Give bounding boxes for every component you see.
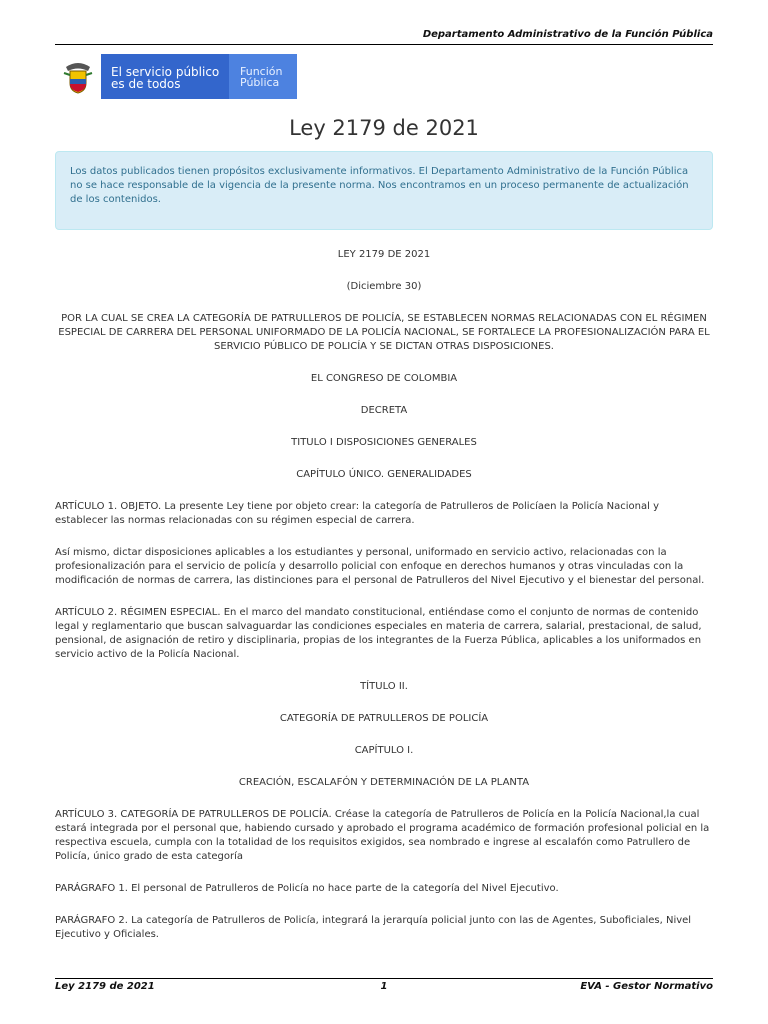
page-header bbox=[55, 28, 713, 45]
paragraph-clause: PARÁGRAFO 2. La categoría de Patrulleros de Policía, integrará la jerarquía policial junto con las de Agentes, Suboficiales, Nivel Ejecutivo y Oficiales. bbox=[55, 915, 692, 940]
logo-line-2: es de todos bbox=[111, 77, 181, 91]
law-summary: POR LA CUAL SE CREA LA CATEGORÍA DE PATRULLEROS DE POLICÍA, SE ESTABLECEN NORMAS RELACIONADAS CON EL RÉGIMEN ESPECIAL DE CARRERA DEL PERSONAL UNIFORMADO DE LA POLICÍA NACIONAL, SE FORTALECE LA PROFESIONALIZACIÓN PARA EL SERVICIO PÚBLICO DE POLICÍA Y SE DICTAN OTRAS DISPOSICIONES. bbox=[58, 313, 710, 352]
institution-logo bbox=[55, 54, 297, 99]
document-body bbox=[55, 248, 713, 960]
logo-slogan bbox=[101, 54, 229, 99]
title-heading: TÍTULO II. bbox=[360, 681, 408, 692]
law-heading: LEY 2179 DE 2021 bbox=[337, 249, 431, 260]
footer-system-name: EVA - Gestor Normativo bbox=[580, 981, 713, 992]
page-footer bbox=[55, 978, 713, 992]
logo-brand bbox=[229, 54, 297, 99]
decree-heading: DECRETA bbox=[360, 405, 408, 416]
logo-line-1: El servicio público bbox=[111, 65, 220, 79]
logo-brand-line-1: Función bbox=[240, 65, 283, 78]
chapter-heading: CAPÍTULO I. bbox=[354, 745, 414, 756]
header-organization: Departamento Administrativo de la Función Pública bbox=[422, 29, 713, 40]
disclaimer-text: Los datos publicados tienen propósitos exclusivamente informativos. El Departamento Administrativo de la Función Pública no se hace responsable de la vigencia de la presente norma. Nos encontramos en un proceso permanente de actualización de los contenidos. bbox=[70, 166, 689, 205]
issuer: EL CONGRESO DE COLOMBIA bbox=[310, 373, 458, 384]
article-paragraph: ARTÍCULO 2. RÉGIMEN ESPECIAL. En el marco del mandato constitucional, entiéndase como el conjunto de normas de contenido legal y reglamentario que buscan salvaguardar las condiciones especiales en materia de carrera, salarial, prestacional, de salud, pensional, de asignación de retiro y disciplinaria, propias de los integrantes de la Fuerza Pública, aplicables a los uniformados en servicio activo de la Policía Nacional. bbox=[55, 607, 702, 660]
section-heading: CATEGORÍA DE PATRULLEROS DE POLICÍA bbox=[279, 713, 489, 724]
article-paragraph: ARTÍCULO 1. OBJETO. La presente Ley tiene por objeto crear: la categoría de Patrulleros de Policíaen la Policía Nacional y establecer las normas relacionadas con su régimen especial de carrera. bbox=[55, 501, 660, 526]
logo-brand-line-2: Pública bbox=[240, 76, 280, 89]
footer-page-number: 1 bbox=[380, 981, 388, 992]
disclaimer-alert bbox=[55, 151, 713, 230]
title-heading: TITULO I DISPOSICIONES GENERALES bbox=[291, 437, 477, 448]
law-date: (Diciembre 30) bbox=[346, 281, 422, 292]
chapter-heading: CAPÍTULO ÚNICO. GENERALIDADES bbox=[296, 469, 472, 480]
article-paragraph: Así mismo, dictar disposiciones aplicables a los estudiantes y personal, uniformado en servicio activo, relacionadas con la profesionalización para el servicio de policía y desarrollo policial con enfoque en derechos humanos y otras vinculadas con la modificación de normas de carrera, las distinciones para el personal de Patrulleros del Nivel Ejecutivo y el bienestar del personal. bbox=[55, 547, 705, 586]
coat-of-arms-icon bbox=[55, 54, 101, 99]
section-heading: CREACIÓN, ESCALAFÓN Y DETERMINACIÓN DE LA PLANTA bbox=[238, 777, 530, 788]
paragraph-clause: PARÁGRAFO 1. El personal de Patrulleros de Policía no hace parte de la categoría del Nivel Ejecutivo. bbox=[55, 883, 559, 894]
footer-law-name: Ley 2179 de 2021 bbox=[55, 981, 155, 992]
article-paragraph: ARTÍCULO 3. CATEGORÍA DE PATRULLEROS DE POLICÍA. Créase la categoría de Patrulleros de Policía en la Policía Nacional,la cual estará integrada por el personal que, habiendo cursado y aprobado el programa académico de formación profesional policial en la respectiva escuela, cumpla con la totalidad de los requisitos exigidos, sea nombrado e ingrese al escalafón como Patrullero de Policía, único grado de esta categoría bbox=[55, 809, 710, 862]
document-title: Ley 2179 de 2021 bbox=[289, 116, 479, 140]
